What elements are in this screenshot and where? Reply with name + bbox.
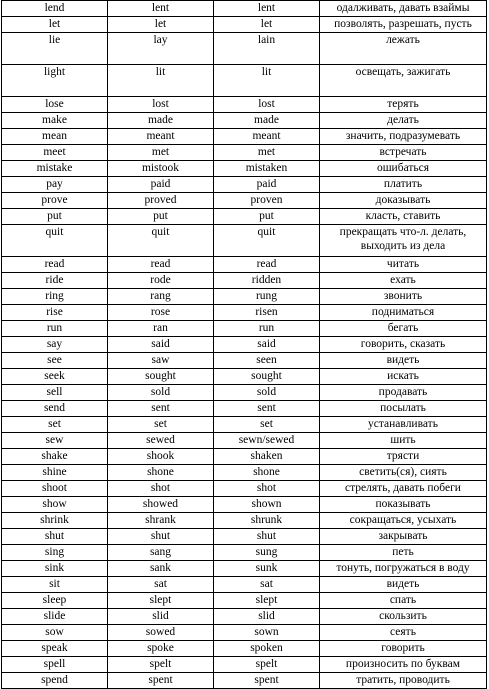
table-row (2, 449, 487, 465)
verb-translation-cell: спать (320, 593, 487, 609)
verb-past-simple-cell: lit (108, 65, 214, 97)
verb-base-form-cell: read (2, 257, 108, 273)
table-row (2, 657, 487, 673)
verb-base-form-cell: let (2, 17, 108, 33)
verb-base-form-cell: quit (2, 225, 108, 257)
verb-past-participle-cell: sold (214, 385, 320, 401)
verb-past-participle-cell: sunk (214, 561, 320, 577)
verb-base-form-cell: shrink (2, 513, 108, 529)
verb-past-simple-cell: sold (108, 385, 214, 401)
verb-past-participle-cell: sought (214, 369, 320, 385)
verb-past-participle-cell: lain (214, 33, 320, 65)
verb-past-participle-cell: lent (214, 1, 320, 17)
verb-translation-cell: класть, ставить (320, 209, 487, 225)
verb-past-simple-cell: shook (108, 449, 214, 465)
table-row (2, 337, 487, 353)
verb-base-form-cell: sit (2, 577, 108, 593)
verb-past-simple-cell: slid (108, 609, 214, 625)
table-row (2, 225, 487, 257)
verb-past-simple-cell: sent (108, 401, 214, 417)
verb-translation-cell: доказывать (320, 193, 487, 209)
verb-base-form-cell: sell (2, 385, 108, 401)
table-row (2, 433, 487, 449)
table-row (2, 289, 487, 305)
table-row (2, 113, 487, 129)
verb-past-participle-cell: sent (214, 401, 320, 417)
verb-past-simple-cell: said (108, 337, 214, 353)
verb-past-participle-cell: quit (214, 225, 320, 257)
verb-translation-cell: стрелять, давать побеги (320, 481, 487, 497)
table-row (2, 577, 487, 593)
table-row (2, 321, 487, 337)
table-row (2, 417, 487, 433)
irregular-verbs-table (1, 0, 487, 689)
verb-base-form-cell: sew (2, 433, 108, 449)
verb-past-participle-cell: shown (214, 497, 320, 513)
verb-translation-cell: освещать, зажигать (320, 65, 487, 97)
verb-past-participle-cell: shone (214, 465, 320, 481)
verb-base-form-cell: put (2, 209, 108, 225)
verb-base-form-cell: ring (2, 289, 108, 305)
table-row (2, 625, 487, 641)
verb-past-simple-cell: rode (108, 273, 214, 289)
verb-past-participle-cell: mistaken (214, 161, 320, 177)
verb-past-participle-cell: sown (214, 625, 320, 641)
verb-base-form-cell: mean (2, 129, 108, 145)
verb-past-simple-cell: proved (108, 193, 214, 209)
verb-past-simple-cell: read (108, 257, 214, 273)
table-row (2, 17, 487, 33)
verb-past-simple-cell: sowed (108, 625, 214, 641)
verb-base-form-cell: sow (2, 625, 108, 641)
verb-translation-cell: сокращаться, усыхать (320, 513, 487, 529)
verb-translation-cell: ошибаться (320, 161, 487, 177)
verb-past-simple-cell: ran (108, 321, 214, 337)
verb-past-participle-cell: ridden (214, 273, 320, 289)
verb-translation-cell: лежать (320, 33, 487, 65)
verb-past-simple-cell: sank (108, 561, 214, 577)
table-row (2, 129, 487, 145)
verb-past-participle-cell: sung (214, 545, 320, 561)
verb-base-form-cell: light (2, 65, 108, 97)
verb-past-simple-cell: lay (108, 33, 214, 65)
verb-base-form-cell: say (2, 337, 108, 353)
verb-base-form-cell: seek (2, 369, 108, 385)
verb-base-form-cell: spend (2, 673, 108, 689)
verb-past-simple-cell: lent (108, 1, 214, 17)
verb-base-form-cell: prove (2, 193, 108, 209)
verb-base-form-cell: shine (2, 465, 108, 481)
verb-base-form-cell: run (2, 321, 108, 337)
table-row (2, 465, 487, 481)
verb-past-participle-cell: met (214, 145, 320, 161)
table-row (2, 353, 487, 369)
table-row (2, 209, 487, 225)
verb-base-form-cell: ride (2, 273, 108, 289)
verb-past-simple-cell: spoke (108, 641, 214, 657)
table-row (2, 177, 487, 193)
verb-past-simple-cell: let (108, 17, 214, 33)
table-row (2, 1, 487, 17)
table-row (2, 641, 487, 657)
verb-translation-cell: платить (320, 177, 487, 193)
verb-translation-cell: тратить, проводить (320, 673, 487, 689)
table-row (2, 513, 487, 529)
verb-base-form-cell: send (2, 401, 108, 417)
verb-past-simple-cell: rang (108, 289, 214, 305)
verb-translation-cell: делать (320, 113, 487, 129)
verb-past-simple-cell: shrank (108, 513, 214, 529)
verb-past-participle-cell: rung (214, 289, 320, 305)
verb-past-simple-cell: sat (108, 577, 214, 593)
verb-translation-cell: светить(ся), сиять (320, 465, 487, 481)
verb-translation-cell: говорить (320, 641, 487, 657)
table-row (2, 385, 487, 401)
verb-past-simple-cell: met (108, 145, 214, 161)
table-row (2, 257, 487, 273)
verb-past-participle-cell: let (214, 17, 320, 33)
verb-base-form-cell: sing (2, 545, 108, 561)
verb-base-form-cell: shut (2, 529, 108, 545)
verb-past-simple-cell: set (108, 417, 214, 433)
verb-base-form-cell: show (2, 497, 108, 513)
verb-past-simple-cell: put (108, 209, 214, 225)
verb-base-form-cell: sink (2, 561, 108, 577)
verb-translation-cell: подниматься (320, 305, 487, 321)
table-row (2, 481, 487, 497)
verb-past-simple-cell: showed (108, 497, 214, 513)
table-row (2, 529, 487, 545)
verb-past-participle-cell: sat (214, 577, 320, 593)
verb-base-form-cell: meet (2, 145, 108, 161)
verb-translation-cell: тонуть, погружаться в воду (320, 561, 487, 577)
verb-base-form-cell: set (2, 417, 108, 433)
verb-translation-cell: позволять, разрешать, пусть (320, 17, 487, 33)
verb-past-participle-cell: shaken (214, 449, 320, 465)
table-row (2, 305, 487, 321)
verb-past-participle-cell: proven (214, 193, 320, 209)
verb-translation-cell: встречать (320, 145, 487, 161)
verb-base-form-cell: lie (2, 33, 108, 65)
verb-past-simple-cell: sang (108, 545, 214, 561)
table-row (2, 65, 487, 97)
verb-translation-cell: сеять (320, 625, 487, 641)
verb-past-participle-cell: spoken (214, 641, 320, 657)
verb-past-simple-cell: quit (108, 225, 214, 257)
verb-past-participle-cell: seen (214, 353, 320, 369)
verb-translation-cell: ехать (320, 273, 487, 289)
verb-translation-cell: значить, подразумевать (320, 129, 487, 145)
verb-past-participle-cell: set (214, 417, 320, 433)
verb-past-simple-cell: sought (108, 369, 214, 385)
verb-past-participle-cell: shrunk (214, 513, 320, 529)
verb-translation-cell: посылать (320, 401, 487, 417)
verb-past-simple-cell: spelt (108, 657, 214, 673)
verb-past-participle-cell: lit (214, 65, 320, 97)
verb-translation-cell: трясти (320, 449, 487, 465)
table-row (2, 161, 487, 177)
verb-base-form-cell: sleep (2, 593, 108, 609)
table-row (2, 401, 487, 417)
verb-past-participle-cell: meant (214, 129, 320, 145)
verb-translation-cell: петь (320, 545, 487, 561)
verb-base-form-cell: pay (2, 177, 108, 193)
table-row (2, 193, 487, 209)
verb-past-simple-cell: sewed (108, 433, 214, 449)
table-row (2, 545, 487, 561)
verb-base-form-cell: mistake (2, 161, 108, 177)
verb-base-form-cell: slide (2, 609, 108, 625)
verb-table-body (2, 1, 487, 689)
verb-past-participle-cell: shut (214, 529, 320, 545)
verb-base-form-cell: rise (2, 305, 108, 321)
table-row (2, 497, 487, 513)
table-row (2, 369, 487, 385)
verb-past-participle-cell: shot (214, 481, 320, 497)
verb-base-form-cell: make (2, 113, 108, 129)
verb-past-simple-cell: meant (108, 129, 214, 145)
verb-past-simple-cell: rose (108, 305, 214, 321)
table-row (2, 145, 487, 161)
verb-past-simple-cell: shot (108, 481, 214, 497)
verb-translation-cell: продавать (320, 385, 487, 401)
verb-past-simple-cell: shone (108, 465, 214, 481)
verb-translation-cell: устанавливать (320, 417, 487, 433)
verb-past-participle-cell: spent (214, 673, 320, 689)
verb-past-participle-cell: sewn/sewed (214, 433, 320, 449)
verb-translation-cell: бегать (320, 321, 487, 337)
verb-past-simple-cell: made (108, 113, 214, 129)
verb-translation-cell: читать (320, 257, 487, 273)
verb-past-simple-cell: lost (108, 97, 214, 113)
verb-translation-cell: шить (320, 433, 487, 449)
verb-translation-cell: прекращать что-л. делать, выходить из дела (320, 225, 487, 257)
verb-base-form-cell: lose (2, 97, 108, 113)
verb-base-form-cell: see (2, 353, 108, 369)
table-row (2, 97, 487, 113)
verb-past-participle-cell: lost (214, 97, 320, 113)
verb-base-form-cell: shoot (2, 481, 108, 497)
verb-past-simple-cell: shut (108, 529, 214, 545)
verb-past-participle-cell: made (214, 113, 320, 129)
verb-translation-cell: искать (320, 369, 487, 385)
table-row (2, 273, 487, 289)
verb-translation-cell: говорить, сказать (320, 337, 487, 353)
verb-past-participle-cell: said (214, 337, 320, 353)
verb-translation-cell: произносить по буквам (320, 657, 487, 673)
table-row (2, 593, 487, 609)
verb-base-form-cell: speak (2, 641, 108, 657)
verb-translation-cell: видеть (320, 353, 487, 369)
verb-translation-cell: звонить (320, 289, 487, 305)
table-row (2, 33, 487, 65)
verb-past-simple-cell: spent (108, 673, 214, 689)
verb-translation-cell: терять (320, 97, 487, 113)
table-row (2, 673, 487, 689)
verb-translation-cell: закрывать (320, 529, 487, 545)
verb-past-simple-cell: mistook (108, 161, 214, 177)
verb-past-participle-cell: risen (214, 305, 320, 321)
verb-translation-cell: видеть (320, 577, 487, 593)
table-row (2, 609, 487, 625)
verb-past-participle-cell: spelt (214, 657, 320, 673)
table-row (2, 561, 487, 577)
verb-translation-cell: показывать (320, 497, 487, 513)
verb-base-form-cell: spell (2, 657, 108, 673)
verb-past-participle-cell: paid (214, 177, 320, 193)
verb-past-simple-cell: paid (108, 177, 214, 193)
verb-translation-cell: одалживать, давать взаймы (320, 1, 487, 17)
verb-base-form-cell: shake (2, 449, 108, 465)
verb-past-simple-cell: slept (108, 593, 214, 609)
verb-past-participle-cell: put (214, 209, 320, 225)
verb-past-participle-cell: slid (214, 609, 320, 625)
verb-past-participle-cell: run (214, 321, 320, 337)
verb-past-participle-cell: read (214, 257, 320, 273)
verb-past-participle-cell: slept (214, 593, 320, 609)
verb-base-form-cell: lend (2, 1, 108, 17)
verb-past-simple-cell: saw (108, 353, 214, 369)
verb-translation-cell: скользить (320, 609, 487, 625)
